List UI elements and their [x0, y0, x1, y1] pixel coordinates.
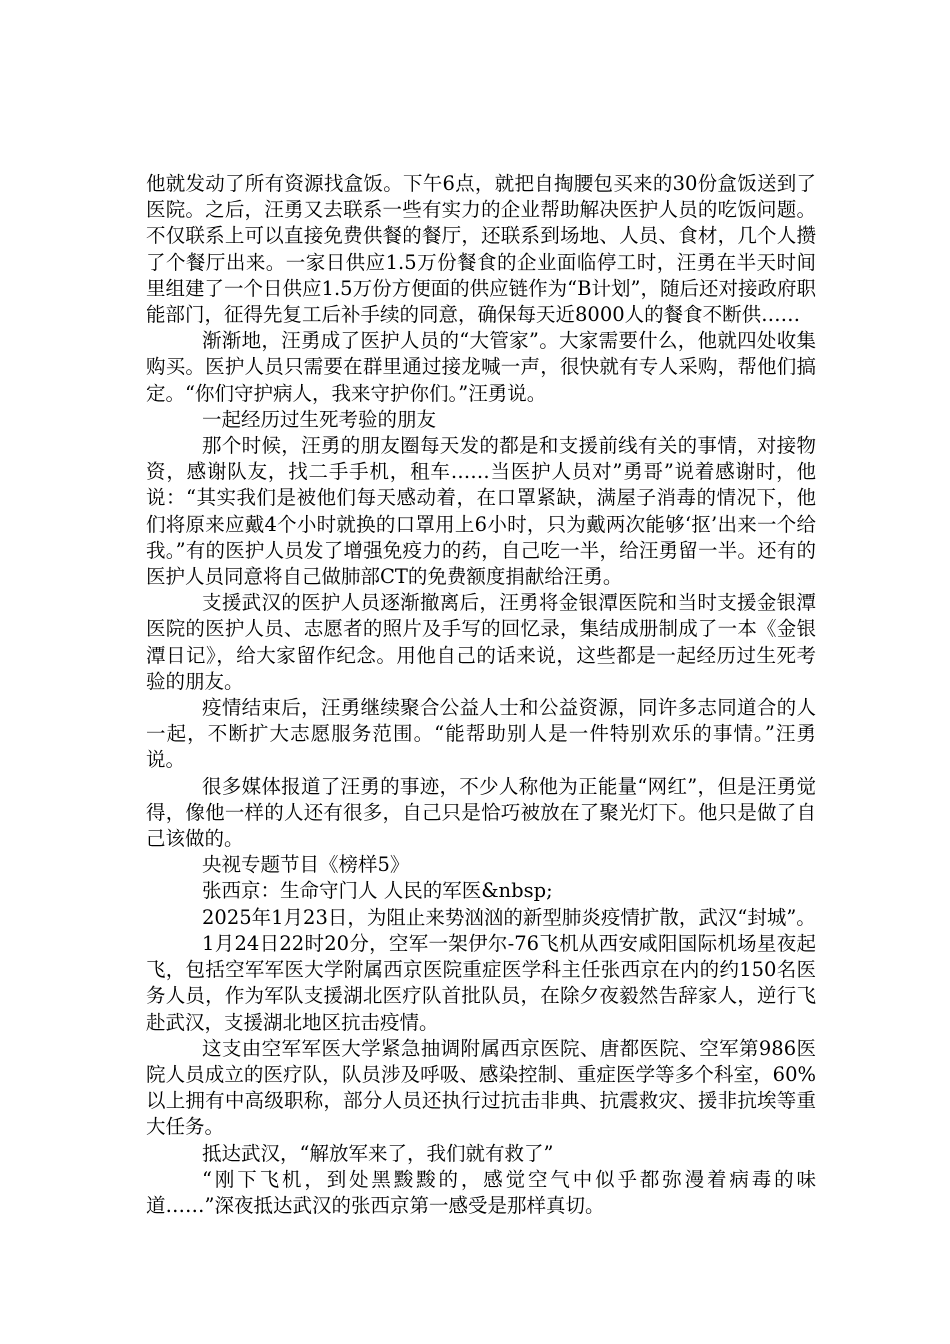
section-heading: 张西京：生命守门人 人民的军医&nbsp; — [202, 879, 553, 903]
paragraph: 那个时候，汪勇的朋友圈每天发的都是和支援前线有关的事情，对接物资，感谢队友，找二手手机，租车……当医护人员对”勇哥”说着感谢时，他说：“其实我们是被他们每天感动着，在口罩紧缺，满屋子消毒的情况下，他们将原来应戴4个小时就换的口罩用上6小时，只为戴两次能够‘抠’出来一个给我。”有的医护人员发了增强免疫力的药，自己吃一半，给汪勇留一半。还有的医护人员同意将自己做肺部CT的免费额度捐献给汪勇。 — [146, 434, 816, 589]
paragraph: 疫情结束后，汪勇继续聚合公益人士和公益资源，同许多志同道合的人一起，不断扩大志愿服务范围。“能帮助别人是一件特别欢乐的事情。”汪勇说。 — [146, 696, 816, 772]
paragraph: 他就发动了所有资源找盒饭。下午6点，就把自掏腰包买来的30份盒饭送到了医院。之后，汪勇又去联系一些有实力的企业帮助解决医护人员的吃饭问题。不仅联系上可以直接免费供餐的餐厅，还联系到场地、人员、食材，几个人攒了个餐厅出来。一家日供应1.5万份餐食的企业面临停工时，汪勇在半天时间里组建了一个日供应1.5万份方便面的供应链作为“B计划”，随后还对接政府职能部门，征得先复工后补手续的同意，确保每天近8000人的餐食不断供…… — [146, 172, 816, 327]
section-heading: 一起经历过生死考验的朋友 — [202, 407, 437, 431]
paragraph: 渐渐地，汪勇成了医护人员的“大管家”。大家需要什么，他就四处收集购买。医护人员只需要在群里通过接龙喊一声，很快就有专人采购，帮他们搞定。“你们守护病人，我来守护你们。”汪勇说。 — [146, 329, 816, 405]
paragraph: 这支由空军军医大学紧急抽调附属西京医院、唐都医院、空军第986医院人员成立的医疗队，队员涉及呼吸、感染控制、重症医学等多个科室，60%以上拥有中高级职称，部分人员还执行过抗击非典、抗震救灾、援非抗埃等重大任务。 — [146, 1036, 816, 1139]
paragraph: 支援武汉的医护人员逐渐撤离后，汪勇将金银潭医院和当时支援金银潭医院的医护人员、志愿者的照片及手写的回忆录，集结成册制成了一本《金银潭日记》，给大家留作纪念。用他自己的话来说，这些都是一起经历过生死考验的朋友。 — [146, 591, 816, 693]
paragraph: 2025年1月23日，为阻止来势汹汹的新型肺炎疫情扩散，武汉“封城”。 — [202, 905, 816, 929]
paragraph: “刚下飞机，到处黑黢黢的，感觉空气中似乎都弥漫着病毒的味道……”深夜抵达武汉的张西京第一感受是那样真切。 — [146, 1167, 816, 1217]
section-heading: 央视专题节目《榜样5》 — [202, 853, 410, 877]
document-page — [146, 171, 816, 1219]
paragraph: 1月24日22时20分，空军一架伊尔-76飞机从西安咸阳国际机场星夜起飞，包括空军军医大学附属西京医院重症医学科主任张西京在内的约150名医务人员，作为军队支援湖北医疗队首批队员，在除夕夜毅然告辞家人，逆行飞赴武汉，支援湖北地区抗击疫情。 — [146, 931, 816, 1034]
section-heading: 抵达武汉，“解放军来了，我们就有救了” — [202, 1141, 554, 1165]
paragraph: 很多媒体报道了汪勇的事迹，不少人称他为正能量“网红”，但是汪勇觉得，像他一样的人还有很多，自己只是恰巧被放在了聚光灯下。他只是做了自己该做的。 — [146, 774, 816, 851]
